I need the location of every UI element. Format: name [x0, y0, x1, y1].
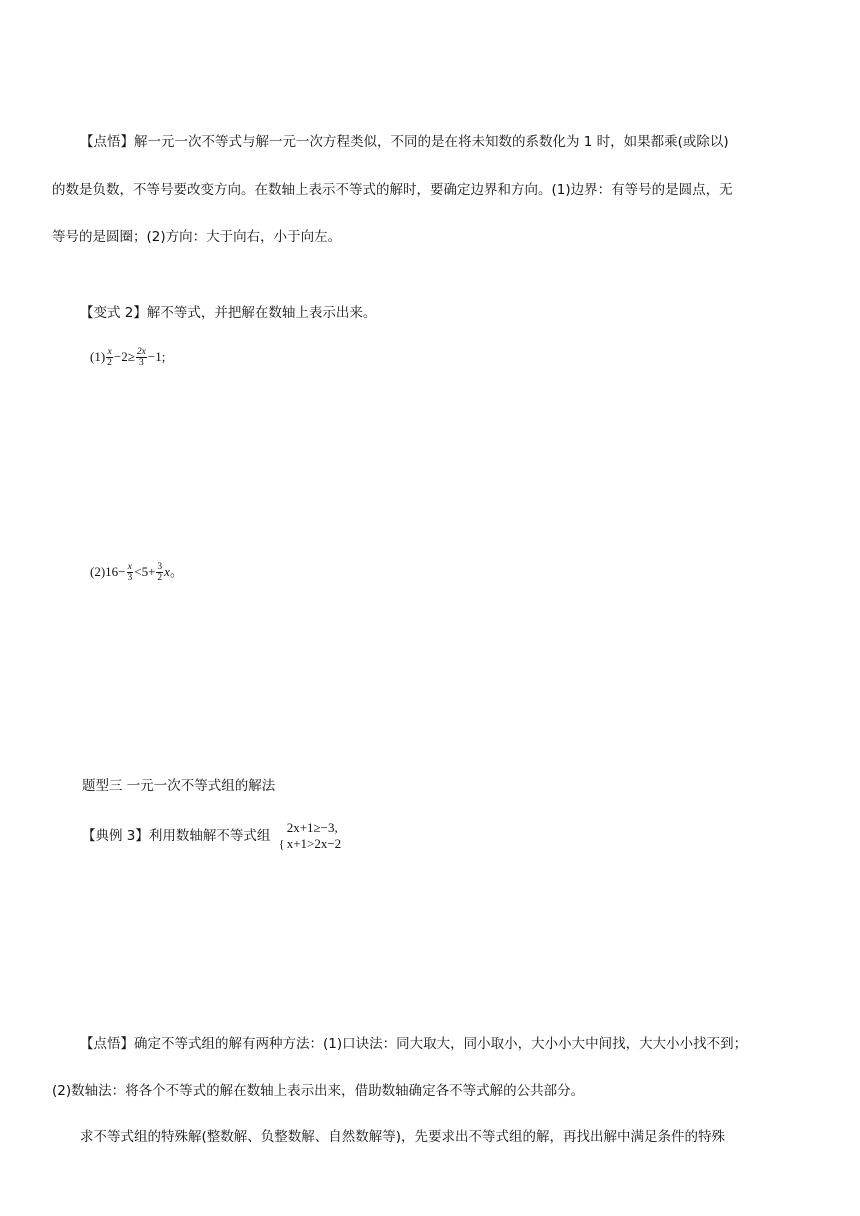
example3-title: 【典例 3】利用数轴解不等式组: [82, 828, 271, 844]
q2-label: (2)16−: [90, 564, 126, 579]
variant2-question1: [90, 344, 165, 370]
section3-heading: 题型三 一元一次不等式组的解法: [82, 778, 276, 794]
inequality-system: [278, 820, 342, 852]
q1-middle: −2≥: [113, 349, 135, 364]
example3: [82, 820, 341, 852]
q2-middle: <5+: [134, 564, 156, 579]
q2-tail: 。: [169, 564, 183, 579]
q1-tail: −1;: [147, 349, 166, 364]
system-row2: x+1>2x−2: [286, 836, 342, 851]
system-row1: 2x+1≥−3,: [286, 820, 338, 835]
note2-line2: (2)数轴法：将各个不等式的解在数轴上表示出来，借助数轴确定各不等式解的公共部分。: [52, 1083, 585, 1099]
q2-variable: x: [164, 564, 170, 579]
q2-fraction1: $\frac{x}{3}$: [127, 561, 133, 583]
q1-label: (1): [90, 349, 106, 364]
note2-line3: 求不等式组的特殊解(整数解、负整数解、自然数解等)，先要求出不等式组的解，再找出解中满足条件的特殊: [80, 1129, 726, 1145]
q1-fraction2: $\frac{2x}{3}$: [136, 346, 146, 368]
q1-fraction1: $\frac{x}{2}$: [107, 346, 112, 368]
note1-line3: 等号的是圆圈；(2)方向：大于向右，小于向左。: [52, 229, 342, 245]
note2-line1: 【点悟】确定不等式组的解有两种方法：(1)口诀法：同大取大，同小取小，大小小大中间找，大大小小找不到；: [80, 1036, 748, 1052]
system-brace: {: [278, 837, 285, 851]
note1-line1: 【点悟】解一元一次不等式与解一元一次方程类似，不同的是在将未知数的系数化为 1 时，如果都乘(或除以): [80, 134, 729, 150]
variant2-question2: [90, 559, 183, 585]
note1-line2: 的数是负数，不等号要改变方向。在数轴上表示不等式的解时，要确定边界和方向。(1)边界：有等号的是圆点，无: [52, 182, 733, 198]
variant2-title: 【变式 2】解不等式，并把解在数轴上表示出来。: [80, 305, 377, 321]
q2-fraction2: $\frac{3}{2}$: [157, 561, 163, 583]
